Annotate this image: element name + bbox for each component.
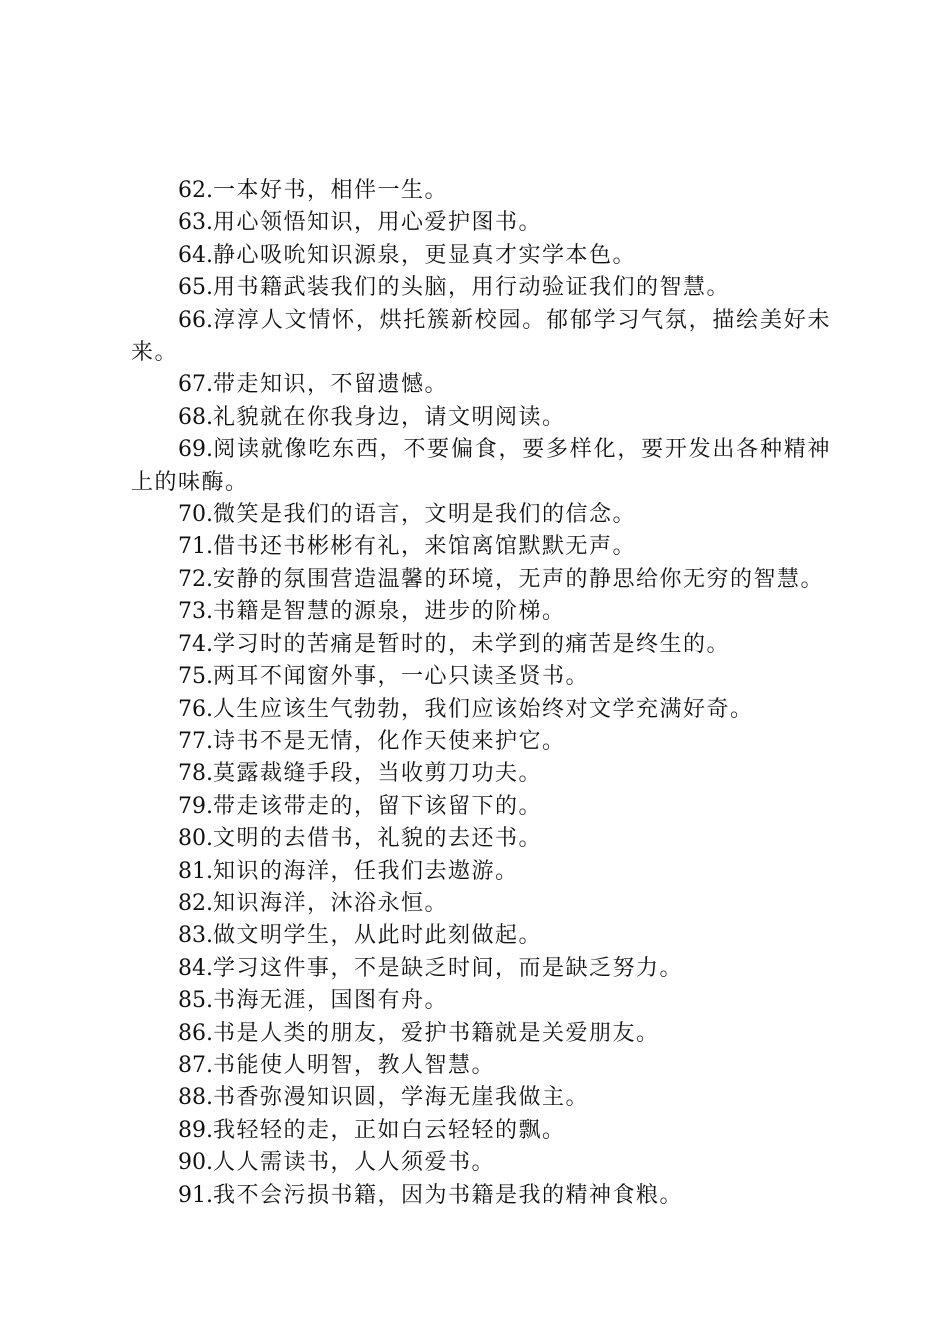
- item-number: 64.: [178, 242, 213, 268]
- list-item: [131, 1082, 831, 1114]
- item-number: 63.: [178, 210, 213, 236]
- list-item: [131, 240, 831, 272]
- list-item: [131, 985, 831, 1017]
- item-number: 62.: [178, 178, 213, 203]
- list-item: [131, 920, 831, 952]
- item-text: 书能使人明智，教人智慧。: [213, 1052, 496, 1078]
- item-number: 72.: [178, 566, 213, 592]
- list-item: [131, 953, 831, 985]
- item-number: 89.: [178, 1117, 213, 1143]
- item-text: 阅读就像吃东西，不要偏食，要多样化，要开发出各种精神上的味酶。: [131, 437, 831, 495]
- item-text: 静心吸吮知识源泉，更显真才实学本色。: [213, 242, 637, 268]
- item-number: 88.: [178, 1085, 213, 1111]
- item-number: 82.: [178, 890, 213, 916]
- item-number: 70.: [178, 502, 213, 528]
- list-item: [131, 596, 831, 628]
- item-number: 91.: [178, 1182, 213, 1208]
- list-item: [131, 1018, 831, 1050]
- item-text: 我轻轻的走，正如白云轻轻的飘。: [213, 1117, 566, 1143]
- item-number: 68.: [178, 404, 213, 430]
- item-text: 人人需读书，人人须爱书。: [213, 1150, 496, 1176]
- item-text: 书香弥漫知识圆，学海无崖我做主。: [213, 1085, 590, 1111]
- item-text: 文明的去借书，礼貌的去还书。: [213, 826, 543, 852]
- item-number: 83.: [178, 923, 213, 949]
- list-item: [131, 823, 831, 855]
- item-text: 诗书不是无情，化作天使来护它。: [213, 728, 566, 754]
- list-item: [131, 272, 831, 304]
- item-text: 礼貌就在你我身边，请文明阅读。: [213, 404, 566, 430]
- item-number: 84.: [178, 955, 213, 981]
- list-item: [131, 726, 831, 758]
- item-number: 66.: [178, 307, 213, 333]
- list-item: [131, 305, 831, 370]
- item-text: 书是人类的朋友，爱护书籍就是关爱朋友。: [213, 1020, 660, 1046]
- item-text: 做文明学生，从此时此刻做起。: [213, 923, 543, 949]
- item-text: 带走该带走的，留下该留下的。: [213, 793, 543, 819]
- item-number: 69.: [178, 437, 213, 463]
- item-text: 安静的氛围营造温馨的环境，无声的静思给你无穷的智慧。: [213, 566, 825, 592]
- list-item: [131, 564, 831, 596]
- item-number: 81.: [178, 858, 213, 884]
- list-item: [131, 434, 831, 499]
- item-number: 76.: [178, 696, 213, 722]
- item-number: 80.: [178, 826, 213, 852]
- item-text: 知识海洋，沐浴永恒。: [213, 890, 449, 916]
- item-text: 用心领悟知识，用心爱护图书。: [213, 210, 543, 236]
- item-number: 77.: [178, 728, 213, 754]
- list-item: [131, 758, 831, 790]
- item-number: 90.: [178, 1150, 213, 1176]
- item-text: 微笑是我们的语言，文明是我们的信念。: [213, 502, 637, 528]
- item-number: 71.: [178, 534, 213, 560]
- item-text: 用书籍武装我们的头脑，用行动验证我们的智慧。: [213, 275, 731, 301]
- item-number: 86.: [178, 1020, 213, 1046]
- item-text: 学习这件事，不是缺乏时间，而是缺乏努力。: [213, 955, 684, 981]
- item-number: 78.: [178, 761, 213, 787]
- item-text: 人生应该生气勃勃，我们应该始终对文学充满好奇。: [213, 696, 754, 722]
- item-text: 两耳不闻窗外事，一心只读圣贤书。: [213, 664, 590, 690]
- list-item: [131, 369, 831, 401]
- item-text: 书海无涯，国图有舟。: [213, 988, 449, 1014]
- item-text: 莫露裁缝手段，当收剪刀功夫。: [213, 761, 543, 787]
- list-item: [131, 499, 831, 531]
- item-number: 65.: [178, 275, 213, 301]
- item-text: 知识的海洋，任我们去遨游。: [213, 858, 519, 884]
- list-item: [131, 856, 831, 888]
- item-text: 一本好书，相伴一生。: [213, 178, 449, 203]
- item-number: 75.: [178, 664, 213, 690]
- item-number: 73.: [178, 599, 213, 625]
- list-item: [131, 888, 831, 920]
- list-item: [131, 207, 831, 239]
- item-number: 67.: [178, 372, 213, 398]
- list-item: [131, 175, 831, 207]
- item-number: 85.: [178, 988, 213, 1014]
- slogan-list: [131, 175, 831, 1212]
- list-item: [131, 1147, 831, 1179]
- list-item: [131, 661, 831, 693]
- item-text: 书籍是智慧的源泉，进步的阶梯。: [213, 599, 566, 625]
- list-item: [131, 791, 831, 823]
- list-item: [131, 1115, 831, 1147]
- list-item: [131, 1050, 831, 1082]
- item-number: 79.: [178, 793, 213, 819]
- list-item: [131, 402, 831, 434]
- list-item: [131, 629, 831, 661]
- item-number: 74.: [178, 631, 213, 657]
- list-item: [131, 531, 831, 563]
- item-text: 淳淳人文情怀，烘托簇新校园。郁郁学习气氛，描绘美好未来。: [131, 307, 831, 366]
- item-text: 借书还书彬彬有礼，来馆离馆默默无声。: [213, 534, 637, 560]
- item-text: 学习时的苦痛是暂时的，未学到的痛苦是终生的。: [213, 631, 731, 657]
- item-number: 87.: [178, 1052, 213, 1078]
- list-item: [131, 1180, 831, 1212]
- item-text: 我不会污损书籍，因为书籍是我的精神食粮。: [213, 1182, 684, 1208]
- list-item: [131, 694, 831, 726]
- item-text: 带走知识，不留遗憾。: [213, 372, 449, 398]
